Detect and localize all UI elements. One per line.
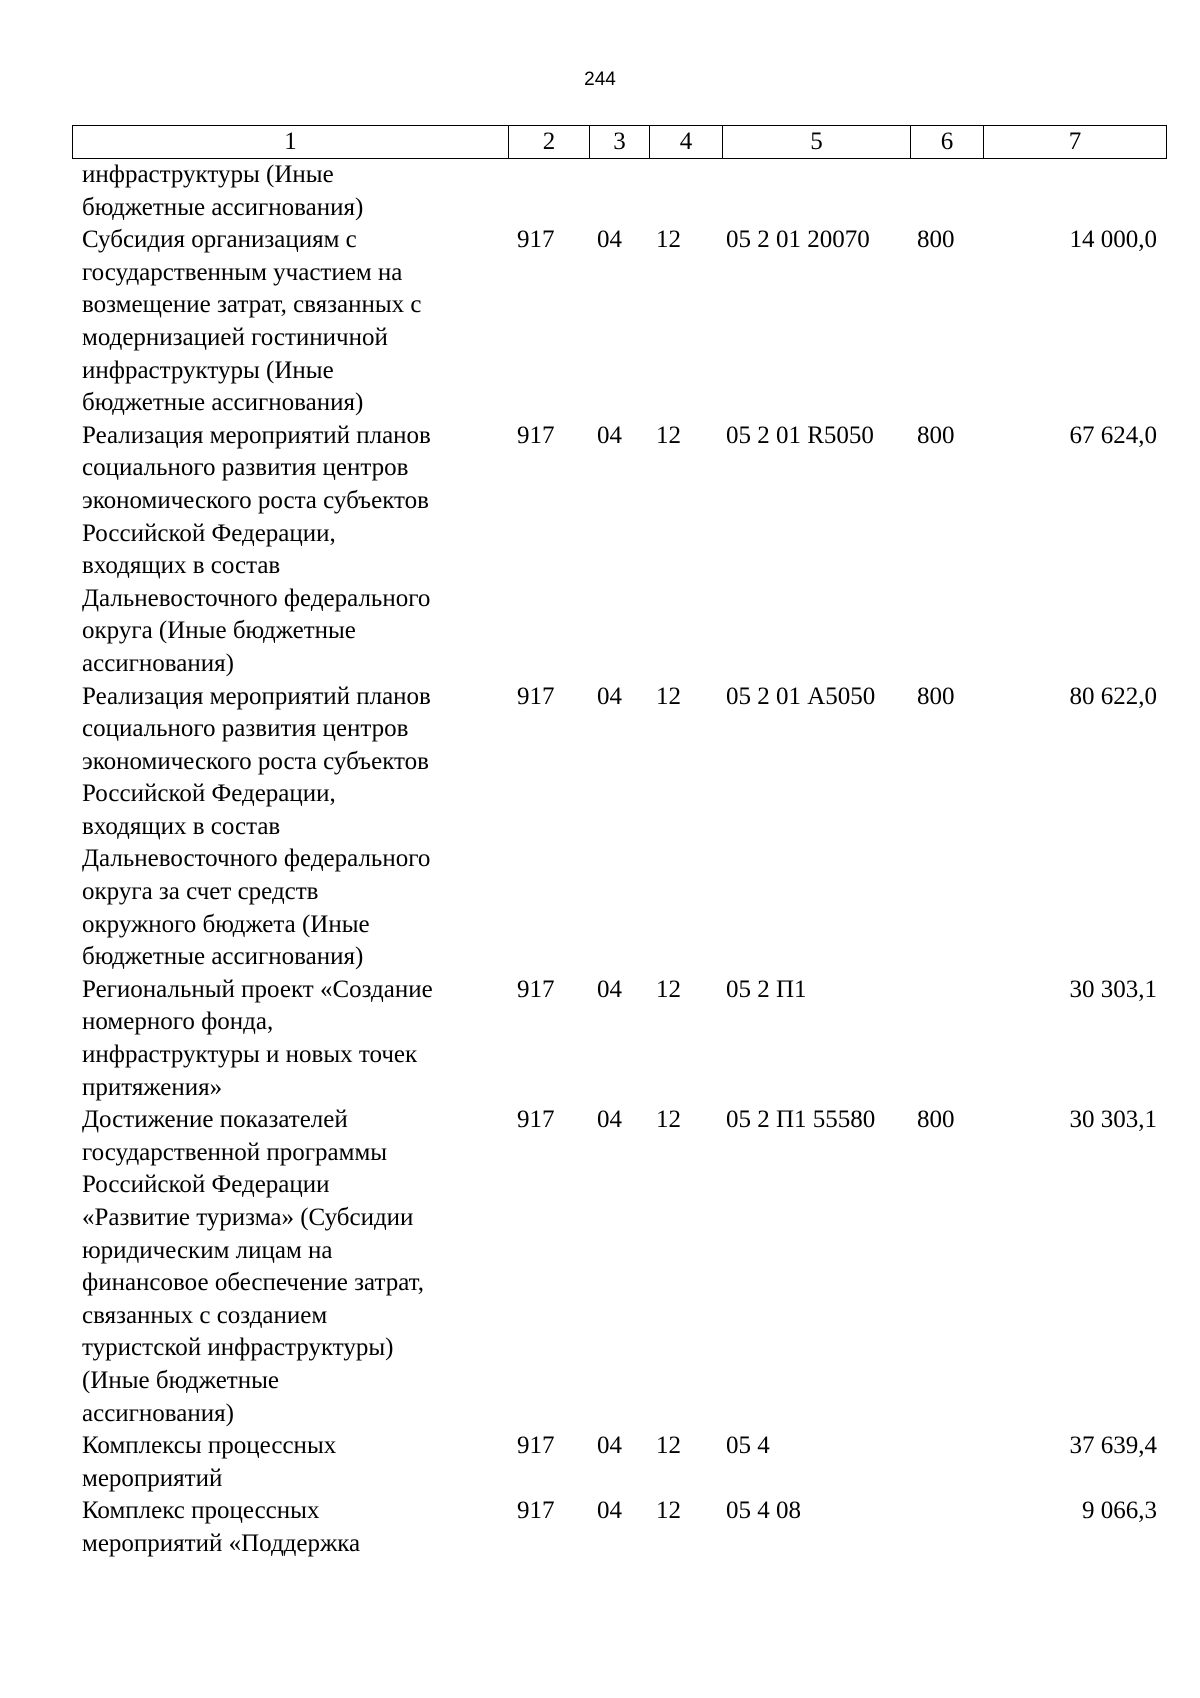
table-row	[72, 224, 1167, 420]
row-col-3: 04	[597, 682, 622, 710]
row-col-7	[977, 159, 1167, 224]
row-col-2: 917	[517, 1432, 555, 1460]
row-col-5: 05 4	[726, 1432, 770, 1460]
row-name: Реализация мероприятий планов социального развития центров экономического роста субъектов Российской Федерации, входящих в состав Дальневосточного федерального округа (Иные бюджетные ассигнования)	[82, 421, 431, 677]
column-header-2: 2	[509, 126, 590, 159]
row-col-7: 67 624,0	[1069, 421, 1157, 449]
row-col-3: 04	[597, 975, 622, 1003]
row-col-4: 12	[656, 1497, 681, 1525]
row-col-5: 05 2 01 А5050	[726, 682, 876, 710]
row-col-4: 12	[656, 975, 681, 1003]
row-col-5: 05 2 П1 55580	[726, 1106, 876, 1134]
column-header-7: 7	[984, 126, 1167, 159]
column-header-1: 1	[73, 126, 509, 159]
column-header-4: 4	[650, 126, 723, 159]
row-col-3: 04	[597, 421, 622, 449]
row-col-5: 05 2 П1	[726, 975, 807, 1003]
row-name: Субсидия организациям с государственным участием на возмещение затрат, связанных с модернизацией гостиничной инфраструктуры (Иные бюджетные ассигнования)	[82, 226, 422, 417]
page-number: 244	[584, 69, 616, 90]
row-col-6: 800	[917, 226, 955, 254]
row-name: Комплекс процессных мероприятий «Поддержка	[82, 1497, 361, 1557]
row-col-2: 917	[517, 421, 555, 449]
column-header-5: 5	[723, 126, 911, 159]
row-col-4: 12	[656, 682, 681, 710]
row-col-7: 30 303,1	[1069, 975, 1157, 1003]
row-col-2: 917	[517, 226, 555, 254]
table-row	[72, 1104, 1167, 1430]
row-col-7: 14 000,0	[1069, 226, 1157, 254]
row-name: Комплексы процессных мероприятий	[82, 1432, 337, 1492]
row-col-5: 05 2 01 R5050	[726, 421, 874, 449]
table-row	[72, 420, 1167, 681]
row-col-2: 917	[517, 682, 555, 710]
row-col-3: 04	[597, 1432, 622, 1460]
row-col-3: 04	[597, 1106, 622, 1134]
row-col-6: 800	[917, 1106, 955, 1134]
column-header-table	[72, 125, 1167, 159]
row-col-4: 12	[656, 1106, 681, 1134]
table-row	[72, 159, 1167, 224]
row-col-5: 05 4 08	[726, 1497, 801, 1525]
row-col-4: 12	[656, 421, 681, 449]
row-col-6	[905, 1430, 977, 1495]
table-row	[72, 681, 1167, 974]
row-col-2	[507, 159, 587, 224]
row-col-5	[718, 159, 905, 224]
table-row	[72, 1430, 1167, 1495]
row-col-6: 800	[917, 682, 955, 710]
row-col-2: 917	[517, 1497, 555, 1525]
row-name: Региональный проект «Создание номерного фонда, инфраструктуры и новых точек притяжения»	[82, 975, 433, 1101]
column-header-6: 6	[911, 126, 984, 159]
row-name: инфраструктуры (Иные бюджетные ассигнования)	[82, 161, 364, 221]
row-col-2: 917	[517, 975, 555, 1003]
row-col-7: 37 639,4	[1069, 1432, 1157, 1460]
column-header-3: 3	[590, 126, 650, 159]
row-col-3: 04	[597, 1497, 622, 1525]
table-row	[72, 1495, 1167, 1560]
row-col-6	[905, 1495, 977, 1560]
budget-table	[72, 159, 1167, 1561]
row-col-6	[905, 159, 977, 224]
row-col-4	[646, 159, 718, 224]
row-col-4: 12	[656, 226, 681, 254]
row-col-2: 917	[517, 1106, 555, 1134]
column-header-row	[73, 126, 1167, 159]
row-col-4: 12	[656, 1432, 681, 1460]
row-col-7: 9 066,3	[1082, 1497, 1157, 1525]
table-row	[72, 974, 1167, 1104]
row-name: Реализация мероприятий планов социального развития центров экономического роста субъектов Российской Федерации, входящих в состав Дальневосточного федерального округа за счет средств окружного бюджета (Иные бюджетные ассигнования)	[82, 682, 431, 971]
row-col-6: 800	[917, 421, 955, 449]
row-col-3	[587, 159, 646, 224]
row-col-3: 04	[597, 226, 622, 254]
row-col-5: 05 2 01 20070	[726, 226, 870, 254]
row-name: Достижение показателей государственной программы Российской Федерации «Развитие туризма» (Субсидии юридическим лицам на финансовое обеспечение затрат, связанных с созданием туристской инфраструктуры) (Иные бюджетные ассигнования)	[82, 1106, 424, 1427]
row-col-6	[905, 974, 977, 1104]
row-col-7: 80 622,0	[1069, 682, 1157, 710]
row-col-7: 30 303,1	[1069, 1106, 1157, 1134]
